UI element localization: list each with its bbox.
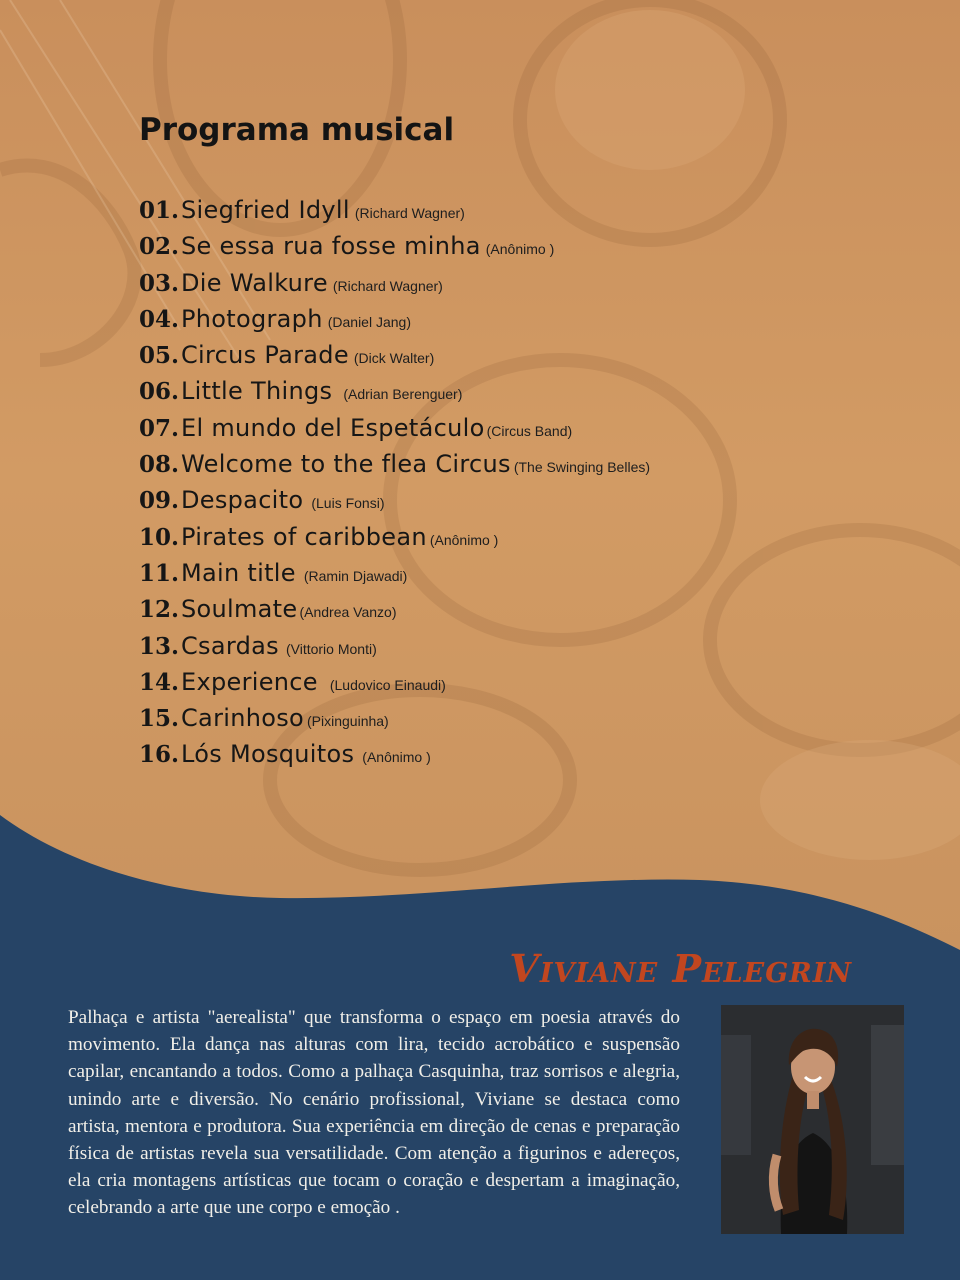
track-title: Despacito bbox=[181, 486, 304, 515]
artist-photo bbox=[721, 1005, 904, 1234]
track-number: 07. bbox=[139, 414, 180, 442]
track-composer: (Daniel Jang) bbox=[327, 313, 411, 330]
track-list bbox=[139, 196, 650, 777]
track-item bbox=[139, 523, 650, 559]
track-item bbox=[139, 341, 650, 377]
track-number: 12. bbox=[139, 596, 180, 624]
track-title: Die Walkure bbox=[181, 268, 328, 297]
track-number: 11. bbox=[139, 559, 180, 587]
track-composer: (Anônimo ) bbox=[485, 241, 555, 258]
track-title: Soulmate bbox=[181, 595, 298, 624]
track-number: 13. bbox=[139, 632, 180, 660]
track-item bbox=[139, 414, 650, 450]
track-number: 14. bbox=[139, 668, 180, 696]
track-number: 02. bbox=[139, 233, 180, 261]
track-number: 08. bbox=[139, 451, 180, 479]
track-title: Se essa rua fosse minha bbox=[181, 232, 481, 261]
track-item bbox=[139, 595, 650, 631]
track-composer: (Pixinguinha) bbox=[307, 713, 389, 730]
track-number: 10. bbox=[139, 523, 180, 551]
track-composer: (Luis Fonsi) bbox=[311, 495, 385, 512]
track-composer: (Richard Wagner) bbox=[354, 205, 465, 221]
track-title: Circus Parade bbox=[181, 341, 349, 370]
track-composer: (Anônimo ) bbox=[362, 749, 431, 766]
track-composer: (Anônimo ) bbox=[429, 531, 499, 548]
track-composer: (Ludovico Einaudi) bbox=[329, 676, 446, 693]
artist-bio: Palhaça e artista "aerealista" que transforma o espaço em poesia através do movimento. Ela dança nas alturas com lira, tecido acrobático e suspensão capilar, encantando a todos. Como a palhaça Casquinha, traz sorrisos e alegria, unindo arte e diversão. No cenário profissional, Viviane se destaca como artista, mentora e produtora. Sua experiência em direção de cenas e preparação física de artistas revela sua versatilidade. Com atenção a figurinos e adereços, ela cria montagens artísticas que tocam o coração e despertam a imaginação, celebrando a arte que une corpo e emoção . bbox=[68, 1007, 680, 1219]
track-item bbox=[139, 232, 650, 268]
track-number: 04. bbox=[139, 305, 180, 333]
track-title: Lós Mosquitos bbox=[181, 740, 355, 769]
track-composer: (Ramin Djawadi) bbox=[303, 567, 408, 584]
track-number: 09. bbox=[139, 487, 180, 515]
track-title: Photograph bbox=[181, 304, 323, 333]
track-composer: (Andrea Vanzo) bbox=[299, 604, 397, 621]
track-item bbox=[139, 668, 650, 704]
track-title: Main title bbox=[181, 558, 296, 587]
track-number: 15. bbox=[139, 705, 180, 733]
track-item bbox=[139, 450, 650, 486]
track-title: Carinhoso bbox=[181, 704, 304, 733]
track-composer: (Richard Wagner) bbox=[332, 277, 443, 294]
track-item bbox=[139, 559, 650, 595]
artist-name: Viviane Pelegrin bbox=[509, 946, 852, 991]
track-title: Siegfried Idyll bbox=[181, 196, 350, 224]
track-title: Pirates of caribbean bbox=[181, 522, 427, 551]
track-number: 16. bbox=[139, 741, 180, 769]
track-item bbox=[139, 196, 650, 232]
track-number: 03. bbox=[139, 269, 180, 297]
track-number: 05. bbox=[139, 342, 180, 370]
program-title: Programa musical bbox=[139, 112, 455, 148]
track-item bbox=[139, 632, 650, 668]
track-composer: (Dick Walter) bbox=[353, 350, 435, 367]
track-title: Welcome to the flea Circus bbox=[181, 450, 511, 479]
track-item bbox=[139, 269, 650, 305]
track-item bbox=[139, 377, 650, 413]
track-composer: (Vittorio Monti) bbox=[285, 640, 377, 657]
track-title: Little Things bbox=[181, 377, 333, 406]
track-composer: (The Swinging Belles) bbox=[513, 459, 651, 476]
track-composer: (Adrian Berenguer) bbox=[343, 386, 463, 403]
track-item bbox=[139, 486, 650, 522]
artist-portrait-illustration bbox=[721, 1005, 904, 1234]
track-item bbox=[139, 305, 650, 341]
track-number: 01. bbox=[139, 197, 180, 224]
track-title: Csardas bbox=[181, 631, 279, 660]
track-item bbox=[139, 704, 650, 740]
track-composer: (Circus Band) bbox=[486, 422, 573, 439]
track-title: El mundo del Espetáculo bbox=[181, 413, 485, 442]
track-item bbox=[139, 740, 650, 776]
track-number: 06. bbox=[139, 378, 180, 406]
track-title: Experience bbox=[181, 667, 318, 696]
